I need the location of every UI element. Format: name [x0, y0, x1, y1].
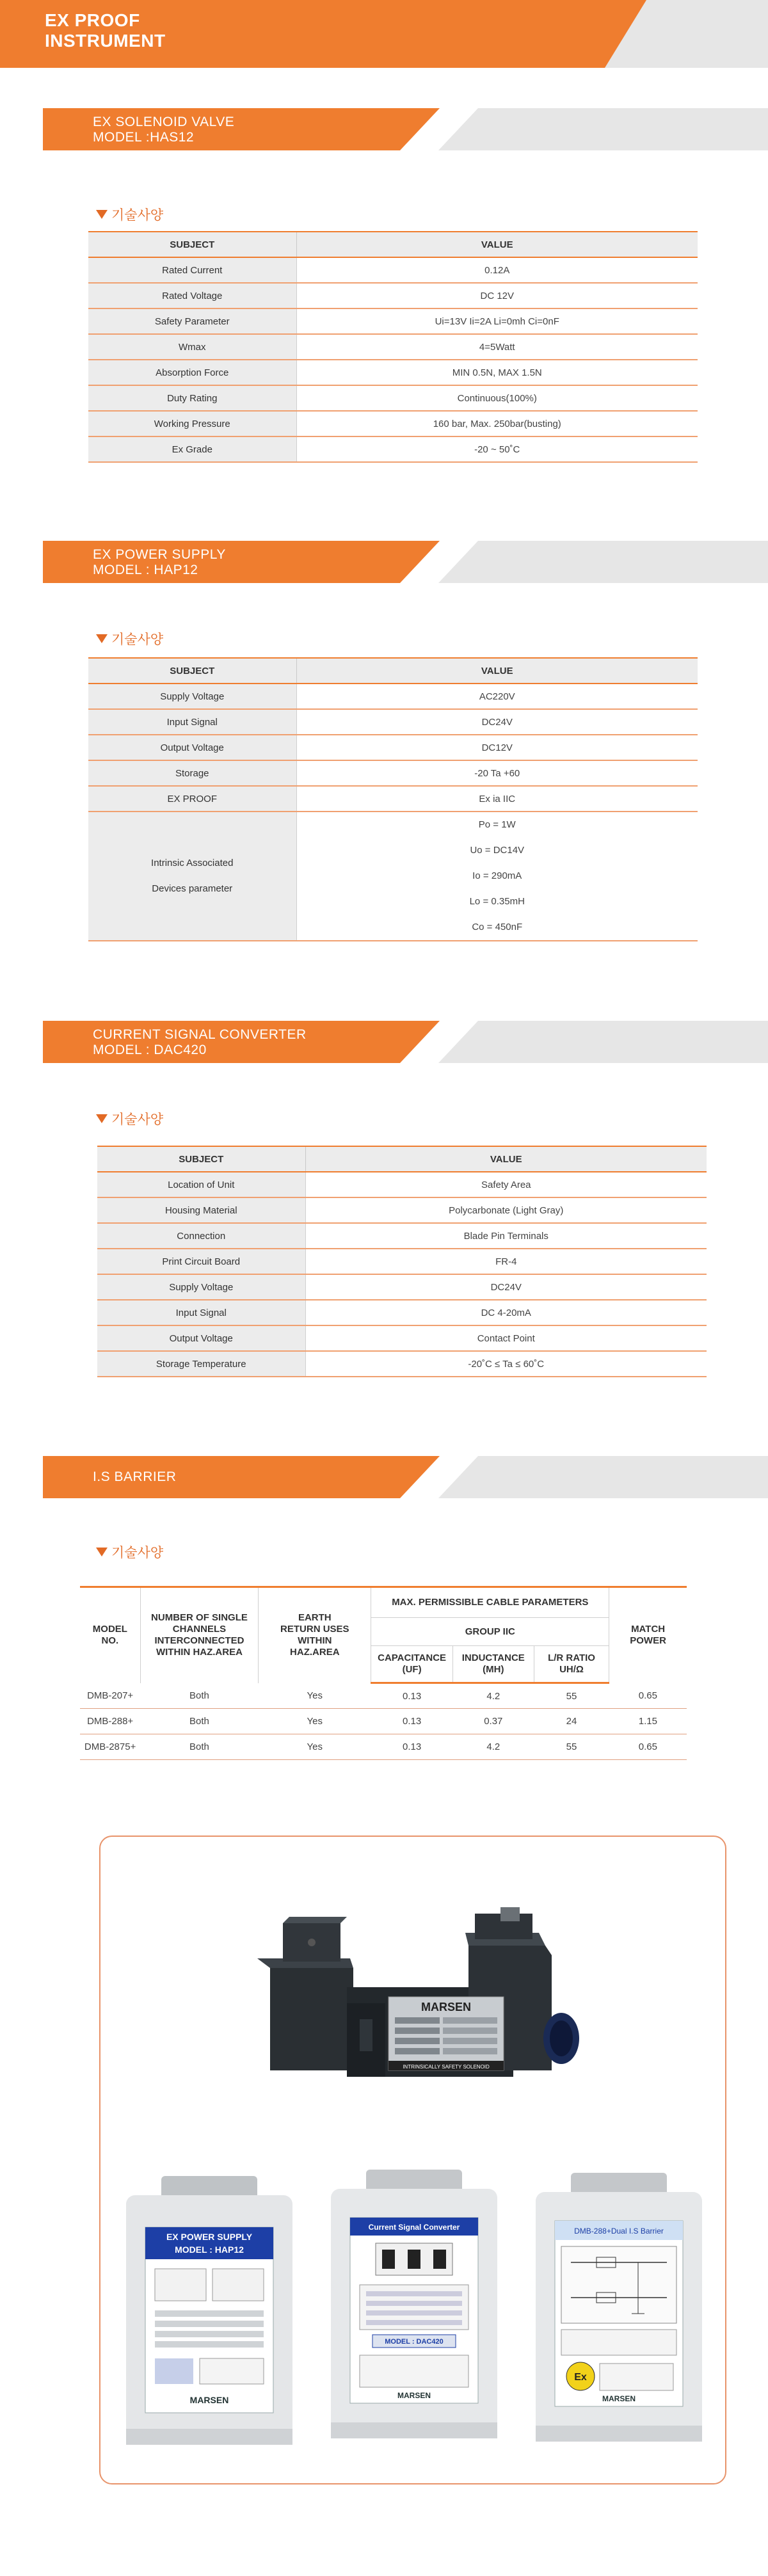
col-value: VALUE — [296, 658, 698, 684]
col-value: VALUE — [296, 232, 698, 257]
table-row: Housing Material Polycarbonate (Light Gray) — [97, 1197, 707, 1223]
table-row: Location of Unit Safety Area — [97, 1172, 707, 1197]
converter-banner — [43, 1021, 768, 1063]
converter-spec-table — [97, 1146, 707, 1377]
triangle-down-icon — [96, 210, 108, 219]
triangle-down-icon — [96, 1114, 108, 1123]
header-title-line1: EX PROOF — [45, 10, 140, 30]
product-photo-frame — [99, 1836, 726, 2484]
hap12-module-image — [126, 2176, 292, 2445]
col-value: VALUE — [305, 1146, 707, 1172]
table-row: DMB-2875+ Both Yes 0.13 4.2 55 0.65 — [80, 1734, 687, 1760]
hap12-label-model: MODEL : HAP12 — [175, 2244, 244, 2255]
col-capacitance: CAPACITANCE (UF) — [371, 1646, 452, 1683]
table-row: Absorption Force MIN 0.5N, MAX 1.5N — [88, 360, 698, 385]
power-banner-title — [93, 547, 226, 578]
table-row — [88, 812, 698, 941]
col-lr-ratio: L/R RATIO UH/Ω — [534, 1646, 609, 1683]
dac420-module-image — [331, 2170, 497, 2438]
intrinsic-subject: Intrinsic Associated Devices parameter — [88, 812, 296, 941]
top-header — [0, 0, 768, 68]
table-row: Output Voltage Contact Point — [97, 1325, 707, 1351]
table-row: Supply Voltage AC220V — [88, 684, 698, 709]
col-match: MATCH POWER — [609, 1587, 687, 1683]
power-banner — [43, 541, 768, 583]
table-row: Output Voltage DC12V — [88, 735, 698, 760]
solenoid-title-line1: EX SOLENOID VALVE — [93, 115, 235, 129]
solenoid-banner — [43, 108, 768, 150]
triangle-down-icon — [96, 1548, 108, 1556]
svg-text:Ex: Ex — [574, 2372, 587, 2383]
table-row: Rated Voltage DC 12V — [88, 283, 698, 308]
col-max-params: MAX. PERMISSIBLE CABLE PARAMETERS — [371, 1587, 609, 1618]
hap12-brand: MARSEN — [189, 2395, 229, 2405]
barrier-banner — [43, 1456, 768, 1498]
solenoid-spec-table — [88, 231, 698, 463]
barrier-module-image — [536, 2173, 702, 2442]
power-spec-heading: 기술사양 — [96, 629, 163, 648]
converter-title-line2: MODEL : DAC420 — [93, 1043, 207, 1057]
barrier-banner-title: I.S BARRIER — [93, 1469, 177, 1484]
barrier-label-title: DMB-288+Dual I.S Barrier — [574, 2227, 664, 2236]
col-subject: SUBJECT — [88, 658, 296, 684]
power-title-line2: MODEL : HAP12 — [93, 563, 198, 577]
barrier-brand: MARSEN — [602, 2394, 636, 2403]
barrier-table — [80, 1586, 687, 1760]
col-channels: NUMBER OF SINGLE CHANNELS INTERCONNECTED WITHIN HAZ.AREA — [140, 1587, 258, 1683]
barrier-spec-heading: 기술사양 — [96, 1542, 163, 1562]
table-row: Wmax 4=5Watt — [88, 334, 698, 360]
header-title-line2: INSTRUMENT — [45, 31, 166, 51]
solenoid-valve-image — [244, 1907, 590, 2138]
triangle-down-icon — [96, 634, 108, 643]
solenoid-banner-title — [93, 115, 234, 145]
dac420-label-model: MODEL : DAC420 — [385, 2338, 444, 2346]
table-row: Ex Grade -20 ~ 50˚C — [88, 436, 698, 462]
table-row: Supply Voltage DC24V — [97, 1274, 707, 1300]
converter-spec-heading: 기술사양 — [96, 1109, 163, 1128]
table-row: Input Signal DC24V — [88, 709, 698, 735]
table-row: Safety Parameter Ui=13V Ii=2A Li=0mh Ci=0nF — [88, 308, 698, 334]
power-spec-table — [88, 657, 698, 941]
dac420-label-title: Current Signal Converter — [368, 2223, 460, 2232]
solenoid-title-line2: MODEL :HAS12 — [93, 130, 195, 145]
table-row: Rated Current 0.12A — [88, 257, 698, 283]
table-row: Duty Rating Continuous(100%) — [88, 385, 698, 411]
header-title — [45, 10, 166, 51]
table-row: Working Pressure 160 bar, Max. 250bar(busting) — [88, 411, 698, 436]
col-group: GROUP IIC — [371, 1618, 609, 1646]
dac420-brand: MARSEN — [397, 2391, 431, 2400]
solenoid-plate-brand: MARSEN — [420, 2001, 472, 2013]
col-inductance: INDUCTANCE (MH) — [452, 1646, 534, 1683]
table-row: Storage -20 Ta +60 — [88, 760, 698, 786]
table-row: DMB-207+ Both Yes 0.13 4.2 55 0.65 — [80, 1683, 687, 1709]
solenoid-plate-subtitle: INTRINSICALLY SAFETY SOLENOID — [403, 2064, 490, 2070]
table-row: DMB-288+ Both Yes 0.13 0.37 24 1.15 — [80, 1709, 687, 1734]
converter-title-line1: CURRENT SIGNAL CONVERTER — [93, 1027, 307, 1042]
table-row: Input Signal DC 4-20mA — [97, 1300, 707, 1325]
table-row: EX PROOF Ex ia IIC — [88, 786, 698, 812]
power-title-line1: EX POWER SUPPLY — [93, 547, 226, 562]
intrinsic-values: Po = 1W Uo = DC14V Io = 290mA Lo = 0.35mH Co = 450nF — [296, 812, 698, 941]
table-row: Print Circuit Board FR-4 — [97, 1249, 707, 1274]
col-subject: SUBJECT — [88, 232, 296, 257]
col-subject: SUBJECT — [97, 1146, 305, 1172]
hap12-label-title: EX POWER SUPPLY — [166, 2232, 253, 2242]
col-earth: EARTH RETURN USES WITHIN HAZ.AREA — [259, 1587, 371, 1683]
table-row: Storage Temperature -20˚C ≤ Ta ≤ 60˚C — [97, 1351, 707, 1377]
converter-banner-title — [93, 1027, 307, 1058]
table-row: Connection Blade Pin Terminals — [97, 1223, 707, 1249]
solenoid-spec-heading: 기술사양 — [96, 205, 163, 224]
col-model: MODEL NO. — [80, 1587, 140, 1683]
